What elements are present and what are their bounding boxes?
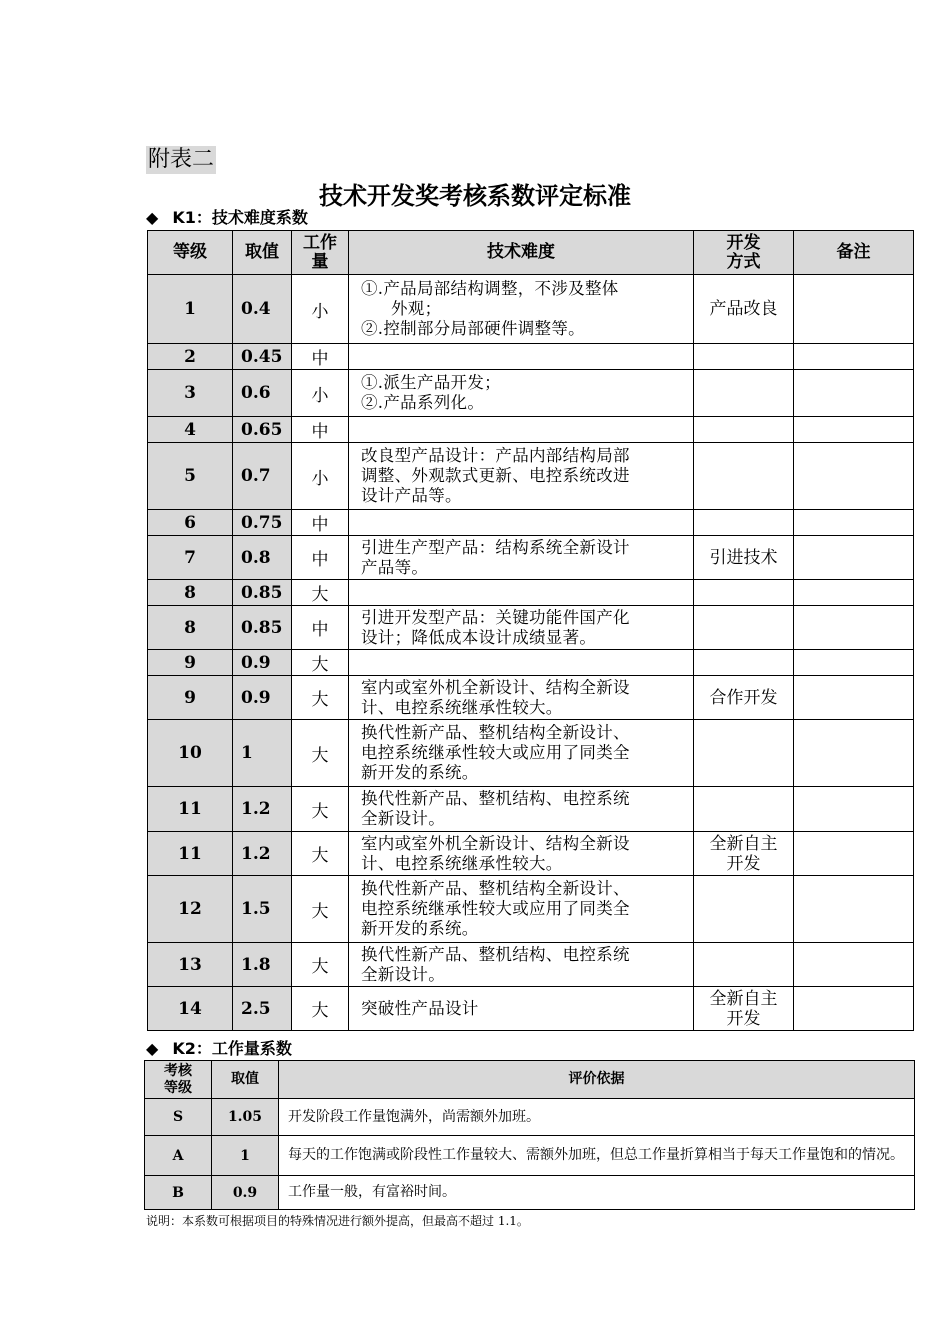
difficulty-line: 换代性新产品、整机结构全新设计、 bbox=[361, 723, 630, 742]
difficulty-line: 设计产品等。 bbox=[361, 486, 462, 505]
difficulty-cell bbox=[349, 536, 694, 580]
difficulty-cell bbox=[349, 676, 694, 720]
remarks-cell bbox=[794, 987, 914, 1031]
workload-cell: 大 bbox=[292, 987, 349, 1031]
workload-cell: 中 bbox=[292, 510, 349, 536]
workload-cell: 大 bbox=[292, 580, 349, 606]
workload-cell: 大 bbox=[292, 832, 349, 876]
remarks-cell bbox=[794, 876, 914, 943]
grade-cell: 6 bbox=[148, 510, 233, 536]
grade-cell: 8 bbox=[148, 580, 233, 606]
grade-cell: A bbox=[145, 1136, 212, 1176]
workload-cell: 大 bbox=[292, 787, 349, 832]
difficulty-line: 换代性新产品、整机结构、电控系统 bbox=[361, 789, 630, 808]
table-row bbox=[148, 344, 914, 370]
dev-mode-cell bbox=[694, 943, 794, 987]
difficulty-cell bbox=[349, 987, 694, 1031]
table-row bbox=[148, 876, 914, 943]
grade-cell: 10 bbox=[148, 720, 233, 787]
difficulty-line: ②.控制部分局部硬件调整等。 bbox=[361, 319, 585, 338]
difficulty-line: 换代性新产品、整机结构全新设计、 bbox=[361, 879, 630, 898]
difficulty-line: 调整、外观款式更新、电控系统改进 bbox=[361, 466, 630, 485]
difficulty-line: 换代性新产品、整机结构、电控系统 bbox=[361, 944, 630, 964]
difficulty-line: 室内或室外机全新设计、结构全新设 bbox=[361, 833, 630, 853]
difficulty-line: 引进开发型产品：关键功能件国产化 bbox=[361, 607, 630, 627]
grade-cell: 8 bbox=[148, 606, 233, 650]
difficulty-line: 设计；降低成本设计成绩显著。 bbox=[361, 627, 597, 647]
grade-cell: 13 bbox=[148, 943, 233, 987]
table-row bbox=[148, 606, 914, 650]
difficulty-cell bbox=[349, 943, 694, 987]
table-row bbox=[148, 443, 914, 510]
remarks-cell bbox=[794, 536, 914, 580]
remarks-cell bbox=[794, 606, 914, 650]
k1-heading bbox=[146, 208, 308, 228]
k2-heading-text: ：工作量系数 bbox=[195, 1039, 292, 1058]
difficulty-cell bbox=[349, 580, 694, 606]
dev-mode-cell bbox=[694, 876, 794, 943]
remarks-cell bbox=[794, 443, 914, 510]
value-cell: 1.05 bbox=[212, 1099, 279, 1136]
difficulty-line: 新开发的系统。 bbox=[361, 919, 479, 938]
workload-cell: 大 bbox=[292, 676, 349, 720]
value-cell: 0.6 bbox=[233, 370, 292, 417]
difficulty-line: 引进生产型产品：结构系统全新设计 bbox=[361, 537, 630, 557]
difficulty-line: ②.产品系列化。 bbox=[361, 393, 485, 412]
value-cell: 0.65 bbox=[233, 417, 292, 443]
table-row bbox=[148, 417, 914, 443]
difficulty-cell bbox=[349, 876, 694, 943]
difficulty-line: 外观； bbox=[391, 299, 442, 318]
dev-mode-cell bbox=[694, 787, 794, 832]
remarks-cell bbox=[794, 720, 914, 787]
difficulty-cell bbox=[349, 443, 694, 510]
k2-heading bbox=[146, 1039, 292, 1059]
difficulty-line: 电控系统继承性较大或应用了同类全 bbox=[361, 899, 630, 918]
value-cell: 0.9 bbox=[212, 1176, 279, 1210]
value-cell: 0.8 bbox=[233, 536, 292, 580]
grade-cell: 1 bbox=[148, 275, 233, 344]
difficulty-line: 室内或室外机全新设计、结构全新设 bbox=[361, 677, 630, 697]
dev-mode-cell bbox=[694, 606, 794, 650]
dev-mode-cell: 全新自主 开发 bbox=[694, 987, 794, 1031]
basis-cell: 工作量一般，有富裕时间。 bbox=[279, 1176, 915, 1210]
difficulty-line: 全新设计。 bbox=[361, 809, 445, 828]
page-title: 技术开发奖考核系数评定标准 bbox=[319, 182, 631, 210]
table-row bbox=[148, 832, 914, 876]
value-cell: 0.9 bbox=[233, 676, 292, 720]
difficulty-cell bbox=[349, 370, 694, 417]
difficulty-cell bbox=[349, 650, 694, 676]
workload-cell: 中 bbox=[292, 536, 349, 580]
difficulty-line: ①.派生产品开发； bbox=[361, 373, 501, 392]
grade-cell: 14 bbox=[148, 987, 233, 1031]
workload-cell: 小 bbox=[292, 275, 349, 344]
remarks-cell bbox=[794, 943, 914, 987]
difficulty-cell bbox=[349, 720, 694, 787]
k1-header-remarks: 备注 bbox=[794, 231, 914, 275]
remarks-cell bbox=[794, 510, 914, 536]
table-row bbox=[148, 987, 914, 1031]
basis-cell: 每天的工作饱满或阶段性工作量较大、需额外加班，但总工作量折算相当于每天工作量饱和的情况。 bbox=[279, 1136, 915, 1176]
dev-mode-cell bbox=[694, 650, 794, 676]
table-row bbox=[145, 1136, 915, 1176]
k1-header-workload: 工作 量 bbox=[292, 231, 349, 275]
grade-cell: 11 bbox=[148, 787, 233, 832]
table-row bbox=[145, 1176, 915, 1210]
footnote: 说明：本系数可根据项目的特殊情况进行额外提高，但最高不超过 1.1。 bbox=[146, 1214, 529, 1228]
difficulty-cell bbox=[349, 275, 694, 344]
remarks-cell bbox=[794, 676, 914, 720]
table-row bbox=[148, 787, 914, 832]
remarks-cell bbox=[794, 275, 914, 344]
difficulty-line: 电控系统继承性较大或应用了同类全 bbox=[361, 743, 630, 762]
grade-cell: 2 bbox=[148, 344, 233, 370]
table-row bbox=[148, 580, 914, 606]
value-cell: 0.7 bbox=[233, 443, 292, 510]
difficulty-line: 全新设计。 bbox=[361, 964, 445, 984]
remarks-cell bbox=[794, 344, 914, 370]
remarks-cell bbox=[794, 417, 914, 443]
grade-cell: 11 bbox=[148, 832, 233, 876]
k1-header-row bbox=[148, 231, 914, 275]
table-row bbox=[148, 650, 914, 676]
value-cell: 1 bbox=[212, 1136, 279, 1176]
difficulty-line: 改良型产品设计：产品内部结构局部 bbox=[361, 446, 630, 465]
k2-header-value: 取值 bbox=[212, 1061, 279, 1099]
difficulty-line: 计、电控系统继承性较大。 bbox=[361, 853, 563, 873]
remarks-cell bbox=[794, 650, 914, 676]
dev-mode-cell bbox=[694, 580, 794, 606]
table-row bbox=[148, 720, 914, 787]
value-cell: 0.4 bbox=[233, 275, 292, 344]
table-row bbox=[148, 510, 914, 536]
difficulty-cell bbox=[349, 344, 694, 370]
k2-code: K2 bbox=[172, 1039, 196, 1058]
workload-cell: 大 bbox=[292, 720, 349, 787]
remarks-cell bbox=[794, 787, 914, 832]
bullet-diamond-icon: ◆ bbox=[146, 1039, 159, 1058]
k1-header-dev-mode: 开发 方式 bbox=[694, 231, 794, 275]
workload-cell: 大 bbox=[292, 876, 349, 943]
table-row bbox=[148, 943, 914, 987]
difficulty-line: 产品等。 bbox=[361, 557, 429, 577]
difficulty-cell bbox=[349, 787, 694, 832]
value-cell: 0.75 bbox=[233, 510, 292, 536]
dev-mode-cell bbox=[694, 443, 794, 510]
value-cell: 0.9 bbox=[233, 650, 292, 676]
difficulty-cell bbox=[349, 832, 694, 876]
workload-cell: 中 bbox=[292, 417, 349, 443]
grade-cell: 4 bbox=[148, 417, 233, 443]
grade-cell: 7 bbox=[148, 536, 233, 580]
remarks-cell bbox=[794, 832, 914, 876]
k1-table bbox=[147, 230, 914, 1031]
k1-header-value: 取值 bbox=[233, 231, 292, 275]
remarks-cell bbox=[794, 370, 914, 417]
grade-cell: 3 bbox=[148, 370, 233, 417]
dev-mode-cell: 引进技术 bbox=[694, 536, 794, 580]
dev-mode-cell bbox=[694, 510, 794, 536]
workload-cell: 大 bbox=[292, 943, 349, 987]
difficulty-cell bbox=[349, 606, 694, 650]
workload-cell: 小 bbox=[292, 370, 349, 417]
k1-heading-text: ：技术难度系数 bbox=[195, 208, 308, 227]
grade-cell: S bbox=[145, 1099, 212, 1136]
value-cell: 1 bbox=[233, 720, 292, 787]
table-row bbox=[145, 1099, 915, 1136]
difficulty-line: 新开发的系统。 bbox=[361, 763, 479, 782]
k1-header-grade: 等级 bbox=[148, 231, 233, 275]
dev-mode-cell bbox=[694, 344, 794, 370]
value-cell: 1.2 bbox=[233, 787, 292, 832]
dev-mode-cell bbox=[694, 370, 794, 417]
table-row bbox=[148, 275, 914, 344]
workload-cell: 中 bbox=[292, 606, 349, 650]
value-cell: 1.2 bbox=[233, 832, 292, 876]
workload-cell: 大 bbox=[292, 650, 349, 676]
value-cell: 0.85 bbox=[233, 606, 292, 650]
table-row bbox=[148, 370, 914, 417]
remarks-cell bbox=[794, 580, 914, 606]
dev-mode-cell: 全新自主 开发 bbox=[694, 832, 794, 876]
k2-header-grade: 考核 等级 bbox=[145, 1061, 212, 1099]
value-cell: 0.85 bbox=[233, 580, 292, 606]
grade-cell: 5 bbox=[148, 443, 233, 510]
grade-cell: 9 bbox=[148, 650, 233, 676]
difficulty-cell bbox=[349, 417, 694, 443]
dev-mode-cell bbox=[694, 417, 794, 443]
k1-code: K1 bbox=[172, 208, 196, 227]
k2-header-basis: 评价依据 bbox=[279, 1061, 915, 1099]
table-row bbox=[148, 536, 914, 580]
difficulty-line: 突破性产品设计 bbox=[361, 998, 479, 1018]
dev-mode-cell: 合作开发 bbox=[694, 676, 794, 720]
grade-cell: B bbox=[145, 1176, 212, 1210]
value-cell: 0.45 bbox=[233, 344, 292, 370]
k1-header-difficulty: 技术难度 bbox=[349, 231, 694, 275]
dev-mode-cell bbox=[694, 720, 794, 787]
dev-mode-cell: 产品改良 bbox=[694, 275, 794, 344]
basis-cell: 开发阶段工作量饱满外，尚需额外加班。 bbox=[279, 1099, 915, 1136]
workload-cell: 中 bbox=[292, 344, 349, 370]
table-row bbox=[148, 676, 914, 720]
appendix-label: 附表二 bbox=[148, 147, 215, 172]
value-cell: 1.5 bbox=[233, 876, 292, 943]
k2-table bbox=[144, 1060, 915, 1210]
bullet-diamond-icon: ◆ bbox=[146, 208, 159, 227]
value-cell: 1.8 bbox=[233, 943, 292, 987]
difficulty-cell bbox=[349, 510, 694, 536]
difficulty-line: ①.产品局部结构调整，不涉及整体 bbox=[361, 279, 619, 298]
difficulty-line: 计、电控系统继承性较大。 bbox=[361, 697, 563, 717]
grade-cell: 9 bbox=[148, 676, 233, 720]
grade-cell: 12 bbox=[148, 876, 233, 943]
workload-cell: 小 bbox=[292, 443, 349, 510]
value-cell: 2.5 bbox=[233, 987, 292, 1031]
k2-header-row bbox=[145, 1061, 915, 1099]
